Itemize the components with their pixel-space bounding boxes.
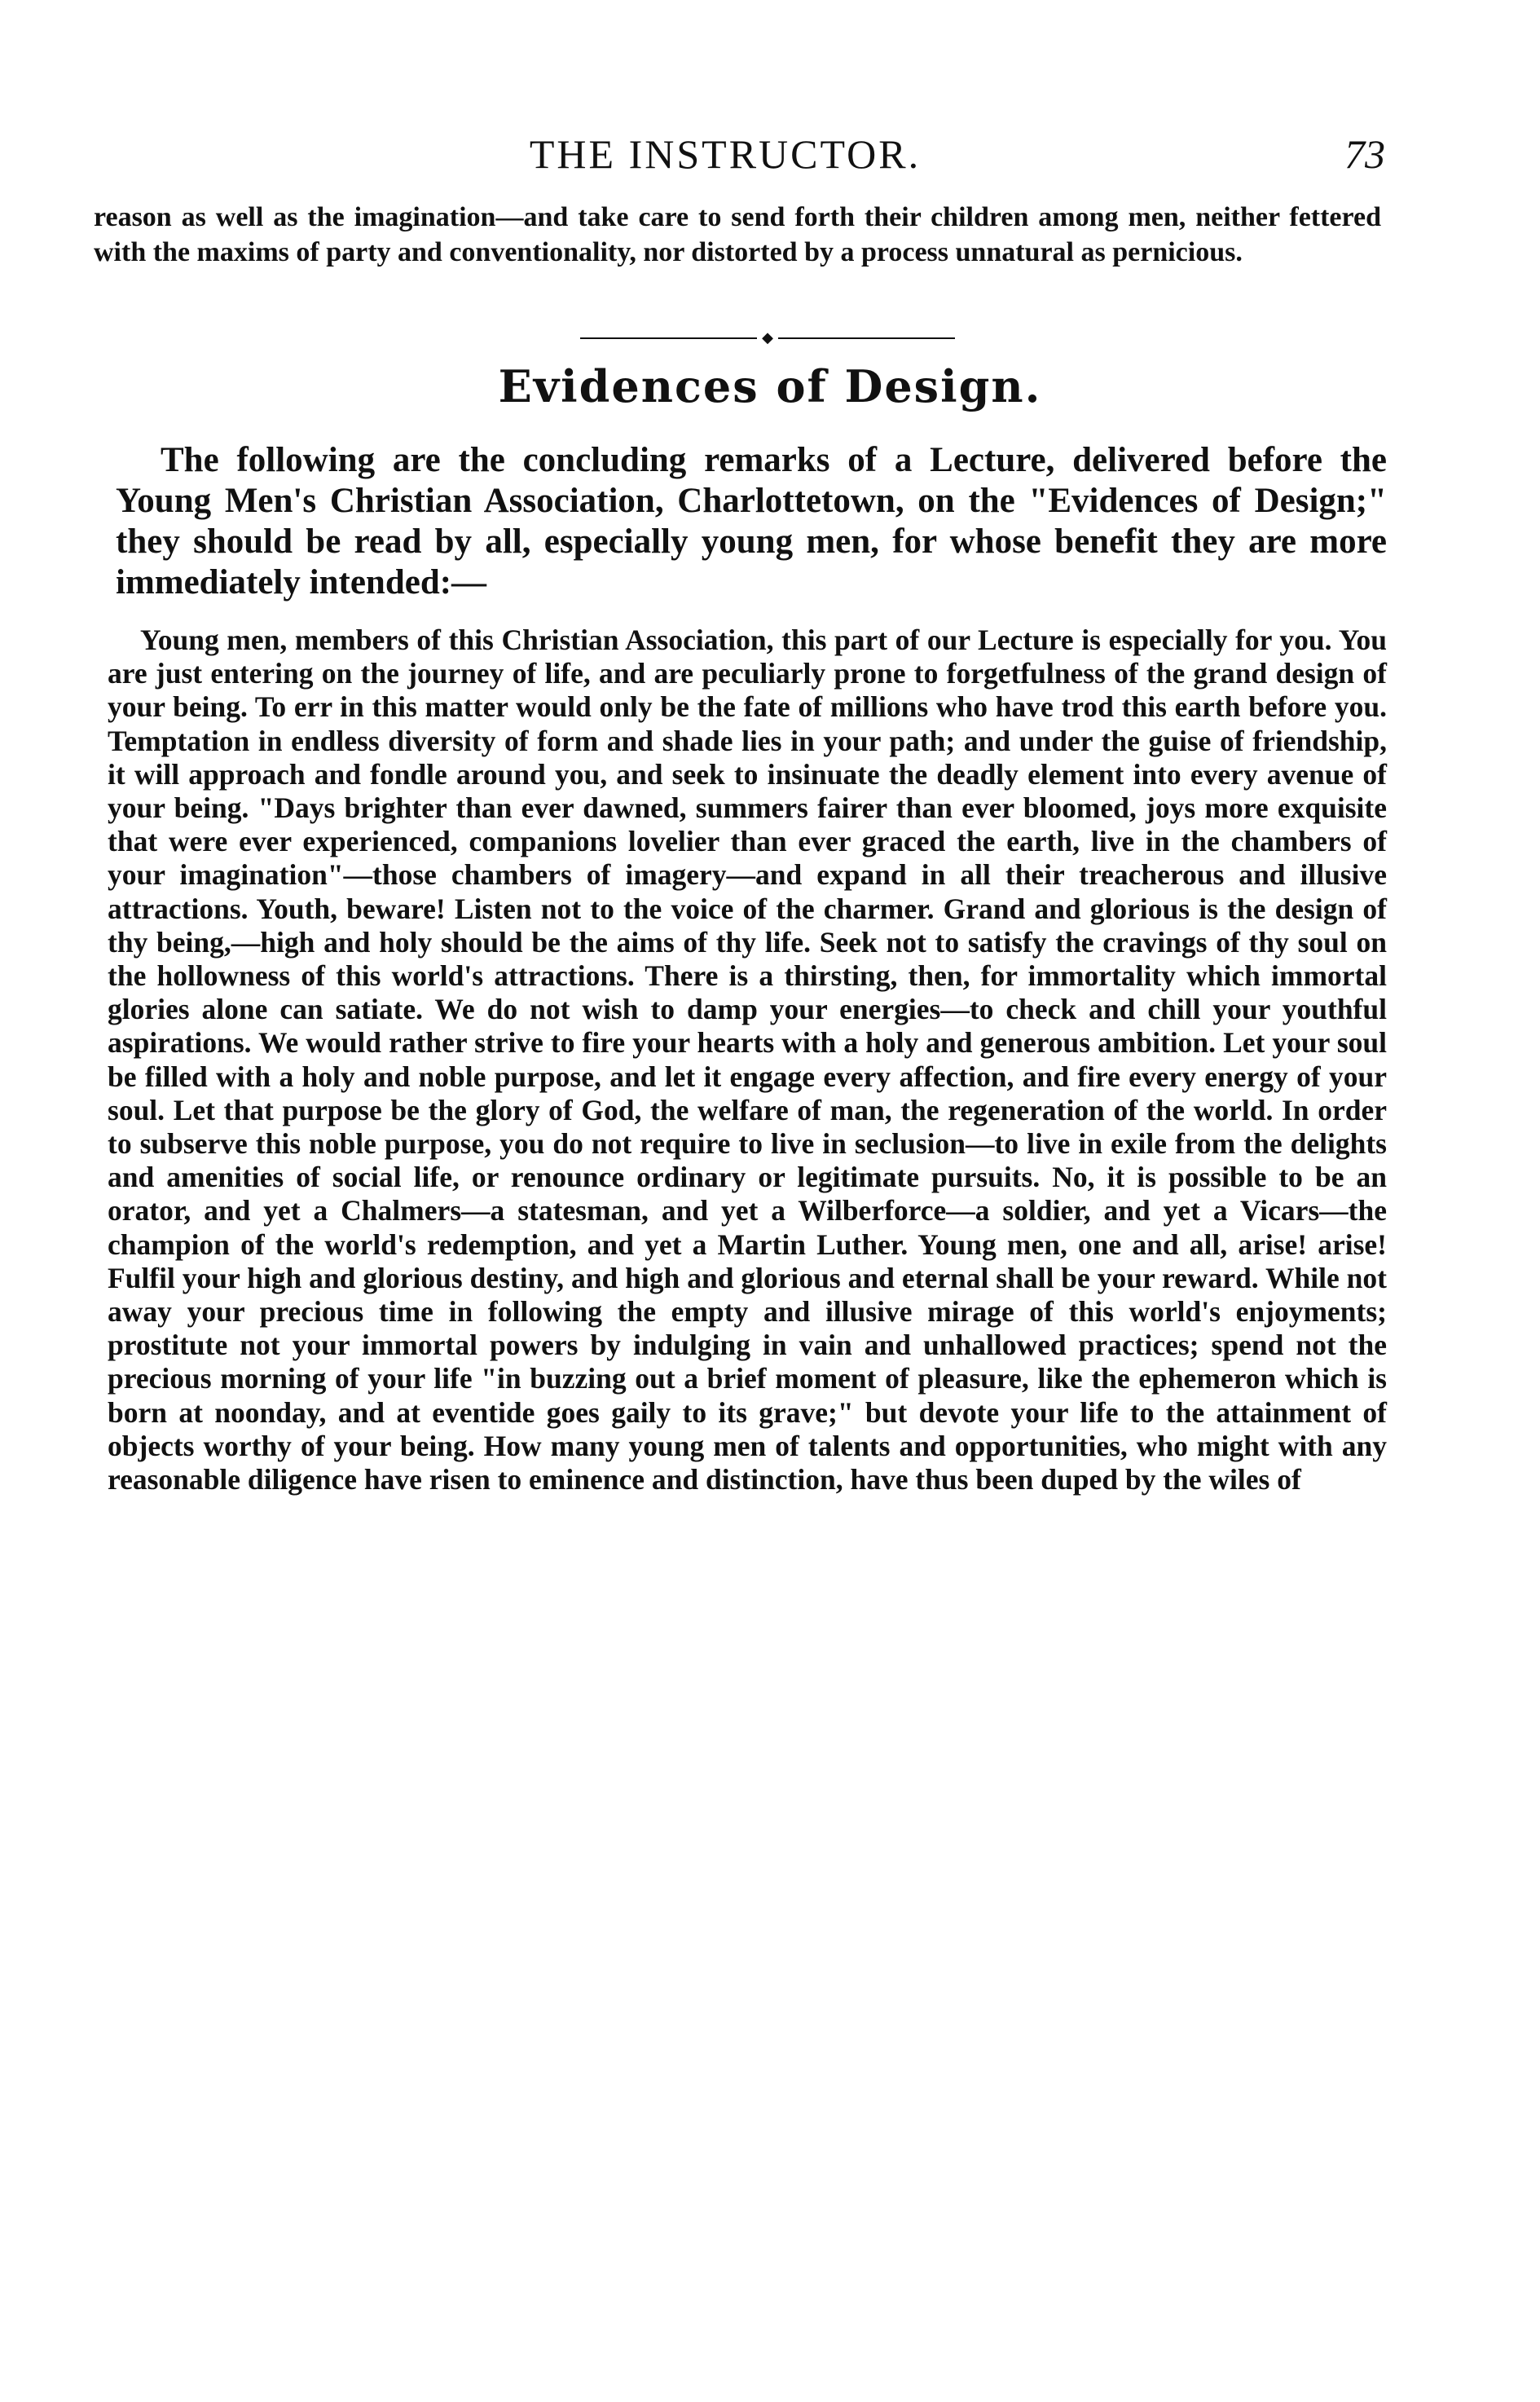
running-title: THE INSTRUCTOR. [529, 131, 922, 177]
section-divider [580, 329, 955, 346]
divider-ornament-icon: ◆ [757, 332, 778, 345]
carryover-paragraph: reason as well as the imagination—and take care to send forth their children among men, neither fettered with the maxims of party and conventionality, nor distorted by a process unnatural as pernicious. [94, 202, 1381, 267]
page-number: 73 [1344, 131, 1385, 177]
article-body: Young men, members of this Christian Association, this part of our Lecture is especially for you. You are just entering on the journey of life, and are peculiarly prone to forgetfulness of the grand design of your being. To err in this matter would only be the fate of millions who have trod this earth before you. Temptation in endless diversity of form and shade lies in your path; and under the guise of friendship, it will approach and fondle around you, and seek to insinuate the deadly element into every avenue of your being. "Days brighter than ever dawned, summers fairer than ever bloomed, joys more exquisite that were ever experienced, companions lovelier than ever graced the earth, live in the chambers of your imagination"—those chambers of imagery—and expand in all their treacherous and illusive attractions. Youth, beware! Listen not to the voice of the charmer. Grand and glorious is the design of thy being,—high and holy should be the aims of thy life. Seek not to satisfy the cravings of thy soul on the hollowness of this world's attractions. There is a thirsting, then, for immortality which immortal glories alone can satiate. We do not wish to damp your energies—to check and chill your youthful aspirations. We would rather strive to fire your hearts with a holy and generous ambition. Let your soul be filled with a holy and noble purpose, and let it engage every affection, and fire every energy of your soul. Let that purpose be the glory of God, the welfare of man, the regeneration of the world. In order to subserve this noble purpose, you do not require to live in seclusion—to live in exile from the delights and amenities of social life, or renounce ordinary or legitimate pursuits. No, it is possible to be an orator, and yet a Chalmers—a statesman, and yet a Wilberforce—a soldier, and yet a Vicars—the champion of the world's redemption, and yet a Martin Luther. Young men, one and all, arise! arise! Fulfil your high and glorious destiny, and high and glorious and eternal shall be your reward. While not away your precious time in following the empty and illusive mirage of this world's enjoyments; prostitute not your immortal powers by indulging in vain and unhallowed practices; spend not the precious morning of your life "in buzzing out a brief moment of pleasure, like the ephemeron which is born at noonday, and at eventide goes gaily to its grave;" but devote your life to the attainment of objects worthy of your being. How many young men of talents and opportunities, who might with any reasonable diligence have risen to eminence and distinction, have thus been duped by the wiles of [108, 624, 1387, 1496]
running-head [81, 130, 1385, 179]
article-title: Evidences of Design. [498, 360, 1042, 412]
article-intro: The following are the concluding remarks of a Lecture, delivered before the Young Men's Christian Association, Charlottetown, on the "Evidences of Design;" they should be read by all, especially young men, for whose benefit they are more immediately intended:— [116, 441, 1387, 602]
